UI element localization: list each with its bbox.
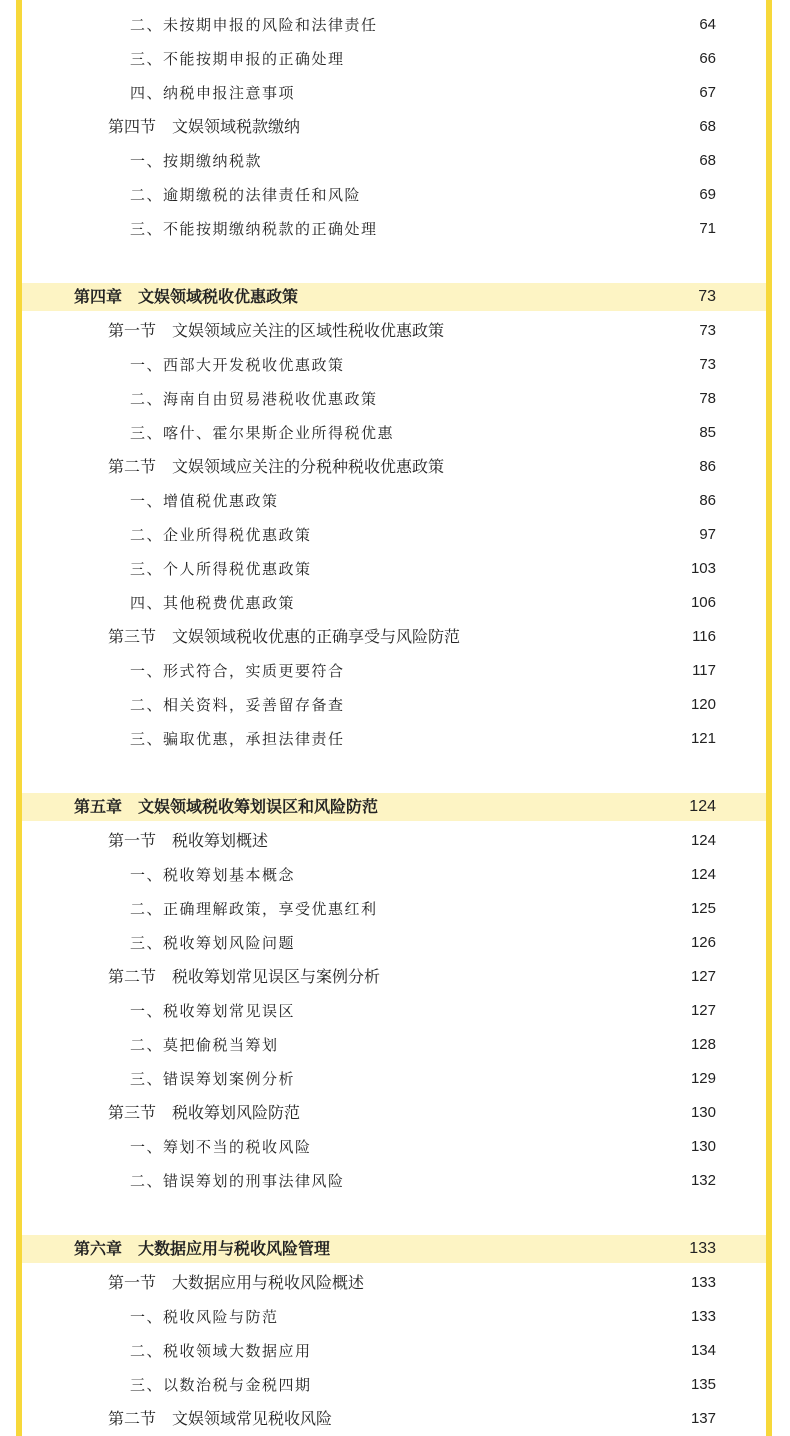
toc-entry-title: 第四节 文娱领域税款缴纳	[108, 117, 301, 136]
toc-entry-title: 三、以数治税与金税四期	[130, 1376, 312, 1394]
toc-entry-title: 二、海南自由贸易港税收优惠政策	[130, 390, 378, 408]
toc-entry-title: 一、筹划不当的税收风险	[130, 1138, 312, 1156]
toc-subsection-row	[22, 11, 766, 39]
toc-page-number: 128	[690, 1036, 716, 1053]
toc-page-number: 71	[699, 220, 716, 237]
toc-subsection-row	[22, 1371, 766, 1399]
toc-entry-title: 三、税收筹划风险问题	[130, 934, 296, 952]
toc-subsection-row	[22, 521, 766, 549]
toc-subsection-row	[22, 1065, 766, 1093]
toc-page-number: 85	[699, 424, 716, 441]
toc-page-number: 78	[699, 390, 716, 407]
toc-entry-title: 一、税收风险与防范	[130, 1308, 279, 1326]
toc-page-number: 133	[690, 1274, 716, 1291]
toc-entry-title: 第六章 大数据应用与税收风险管理	[74, 1239, 331, 1258]
toc-section-row	[22, 827, 766, 855]
toc-page-number: 117	[692, 662, 716, 679]
toc-page-number: 116	[692, 628, 716, 645]
toc-entry-title: 二、莫把偷税当筹划	[130, 1036, 279, 1054]
toc-page-number: 73	[698, 288, 716, 305]
toc-subsection-row	[22, 1303, 766, 1331]
toc-section-row	[22, 317, 766, 345]
toc-page-number: 66	[699, 50, 716, 67]
toc-page-number: 67	[699, 84, 716, 101]
toc-page-number: 64	[699, 16, 716, 33]
toc-entry-title: 第一节 文娱领域应关注的区域性税收优惠政策	[108, 321, 445, 340]
toc-subsection-row	[22, 929, 766, 957]
toc-page-number: 86	[699, 492, 716, 509]
toc-chapter-row	[22, 283, 766, 311]
toc-entry-title: 二、相关资料，妥善留存备查	[130, 696, 345, 714]
toc-subsection-row	[22, 691, 766, 719]
toc-subsection-row	[22, 147, 766, 175]
toc-entry-title: 一、形式符合，实质更要符合	[130, 662, 345, 680]
toc-entry-title: 二、错误筹划的刑事法律风险	[130, 1172, 345, 1190]
toc-subsection-row	[22, 385, 766, 413]
toc-subsection-row	[22, 45, 766, 73]
toc-chapter-row	[22, 1235, 766, 1263]
toc-subsection-row	[22, 997, 766, 1025]
toc-page-number: 69	[699, 186, 716, 203]
toc-page-number: 106	[690, 594, 716, 611]
toc-subsection-row	[22, 861, 766, 889]
toc-entry-title: 一、增值税优惠政策	[130, 492, 279, 510]
toc-subsection-row	[22, 181, 766, 209]
toc-entry-title: 二、企业所得税优惠政策	[130, 526, 312, 544]
toc-entry-title: 第一节 税收筹划概述	[108, 831, 269, 850]
toc-page-number: 135	[690, 1376, 716, 1393]
toc-subsection-row	[22, 555, 766, 583]
toc-section-row	[22, 963, 766, 991]
toc-entry-title: 第二节 文娱领域常见税收风险	[108, 1409, 333, 1428]
toc-page-number: 133	[690, 1308, 716, 1325]
toc-page-number: 68	[699, 152, 716, 169]
toc-entry-title: 第二节 税收筹划常见误区与案例分析	[108, 967, 381, 986]
toc-entry-title: 第三节 税收筹划风险防范	[108, 1103, 301, 1122]
toc-page-number: 120	[690, 696, 716, 713]
toc-page-number: 134	[690, 1342, 716, 1359]
toc-entry-title: 第五章 文娱领域税收筹划误区和风险防范	[74, 797, 379, 816]
toc-section-row	[22, 623, 766, 651]
toc-subsection-row	[22, 1167, 766, 1195]
toc-entry-title: 一、按期缴纳税款	[130, 152, 263, 170]
toc-page-number: 121	[690, 730, 716, 747]
toc-entry-title: 一、西部大开发税收优惠政策	[130, 356, 345, 374]
toc-entry-title: 一、税收筹划常见误区	[130, 1002, 296, 1020]
toc-entry-title: 三、喀什、霍尔果斯企业所得税优惠	[130, 424, 395, 442]
toc-chapter-row	[22, 793, 766, 821]
toc-page-number: 86	[699, 458, 716, 475]
toc-entry-title: 二、税收领域大数据应用	[130, 1342, 312, 1360]
toc-subsection-row	[22, 215, 766, 243]
toc-page-number: 97	[699, 526, 716, 543]
toc-page-number: 130	[690, 1104, 716, 1121]
toc-subsection-row	[22, 1031, 766, 1059]
toc-entry-title: 三、个人所得税优惠政策	[130, 560, 312, 578]
toc-page-number: 103	[690, 560, 716, 577]
toc-entry-title: 第一节 大数据应用与税收风险概述	[108, 1273, 365, 1292]
toc-entry-title: 二、未按期申报的风险和法律责任	[130, 16, 378, 34]
toc-entry-title: 二、逾期缴税的法律责任和风险	[130, 186, 362, 204]
toc-entry-title: 第三节 文娱领域税收优惠的正确享受与风险防范	[108, 627, 461, 646]
toc-subsection-row	[22, 419, 766, 447]
toc-page-number: 124	[690, 866, 716, 883]
toc-subsection-row	[22, 351, 766, 379]
toc-page-number: 132	[690, 1172, 716, 1189]
toc-subsection-row	[22, 895, 766, 923]
toc-entry-title: 三、错误筹划案例分析	[130, 1070, 296, 1088]
toc-section-row	[22, 453, 766, 481]
toc-page-number: 124	[690, 832, 716, 849]
toc-entry-title: 四、纳税申报注意事项	[130, 84, 296, 102]
toc-page-number: 127	[690, 1002, 716, 1019]
toc-entry-title: 三、不能按期申报的正确处理	[130, 50, 345, 68]
toc-page-number: 133	[689, 1240, 716, 1257]
toc-subsection-row	[22, 657, 766, 685]
toc-entry-title: 四、其他税费优惠政策	[130, 594, 296, 612]
toc-subsection-row	[22, 725, 766, 753]
right-border	[766, 0, 772, 1436]
toc-entry-title: 二、正确理解政策，享受优惠红利	[130, 900, 378, 918]
toc-page-number: 73	[699, 322, 716, 339]
toc-entry-title: 第二节 文娱领域应关注的分税种税收优惠政策	[108, 457, 445, 476]
toc-section-row	[22, 1099, 766, 1127]
toc-subsection-row	[22, 487, 766, 515]
toc-section-row	[22, 1405, 766, 1433]
toc-entry-title: 一、税收筹划基本概念	[130, 866, 296, 884]
toc-page-number: 68	[699, 118, 716, 135]
toc-page-number: 125	[690, 900, 716, 917]
toc-section-row	[22, 1269, 766, 1297]
toc-page-number: 130	[690, 1138, 716, 1155]
toc-page-number: 127	[690, 968, 716, 985]
toc-subsection-row	[22, 589, 766, 617]
toc-page-number: 137	[690, 1410, 716, 1427]
toc-entry-title: 第四章 文娱领域税收优惠政策	[74, 287, 299, 306]
toc-subsection-row	[22, 1337, 766, 1365]
toc-subsection-row	[22, 1133, 766, 1161]
toc-page-number: 126	[690, 934, 716, 951]
toc-entry-title: 三、不能按期缴纳税款的正确处理	[130, 220, 378, 238]
toc-entry-title: 三、骗取优惠，承担法律责任	[130, 730, 345, 748]
toc-page-number: 73	[699, 356, 716, 373]
toc-section-row	[22, 113, 766, 141]
toc-page-number: 124	[689, 798, 716, 815]
toc-page-number: 129	[690, 1070, 716, 1087]
toc-subsection-row	[22, 79, 766, 107]
